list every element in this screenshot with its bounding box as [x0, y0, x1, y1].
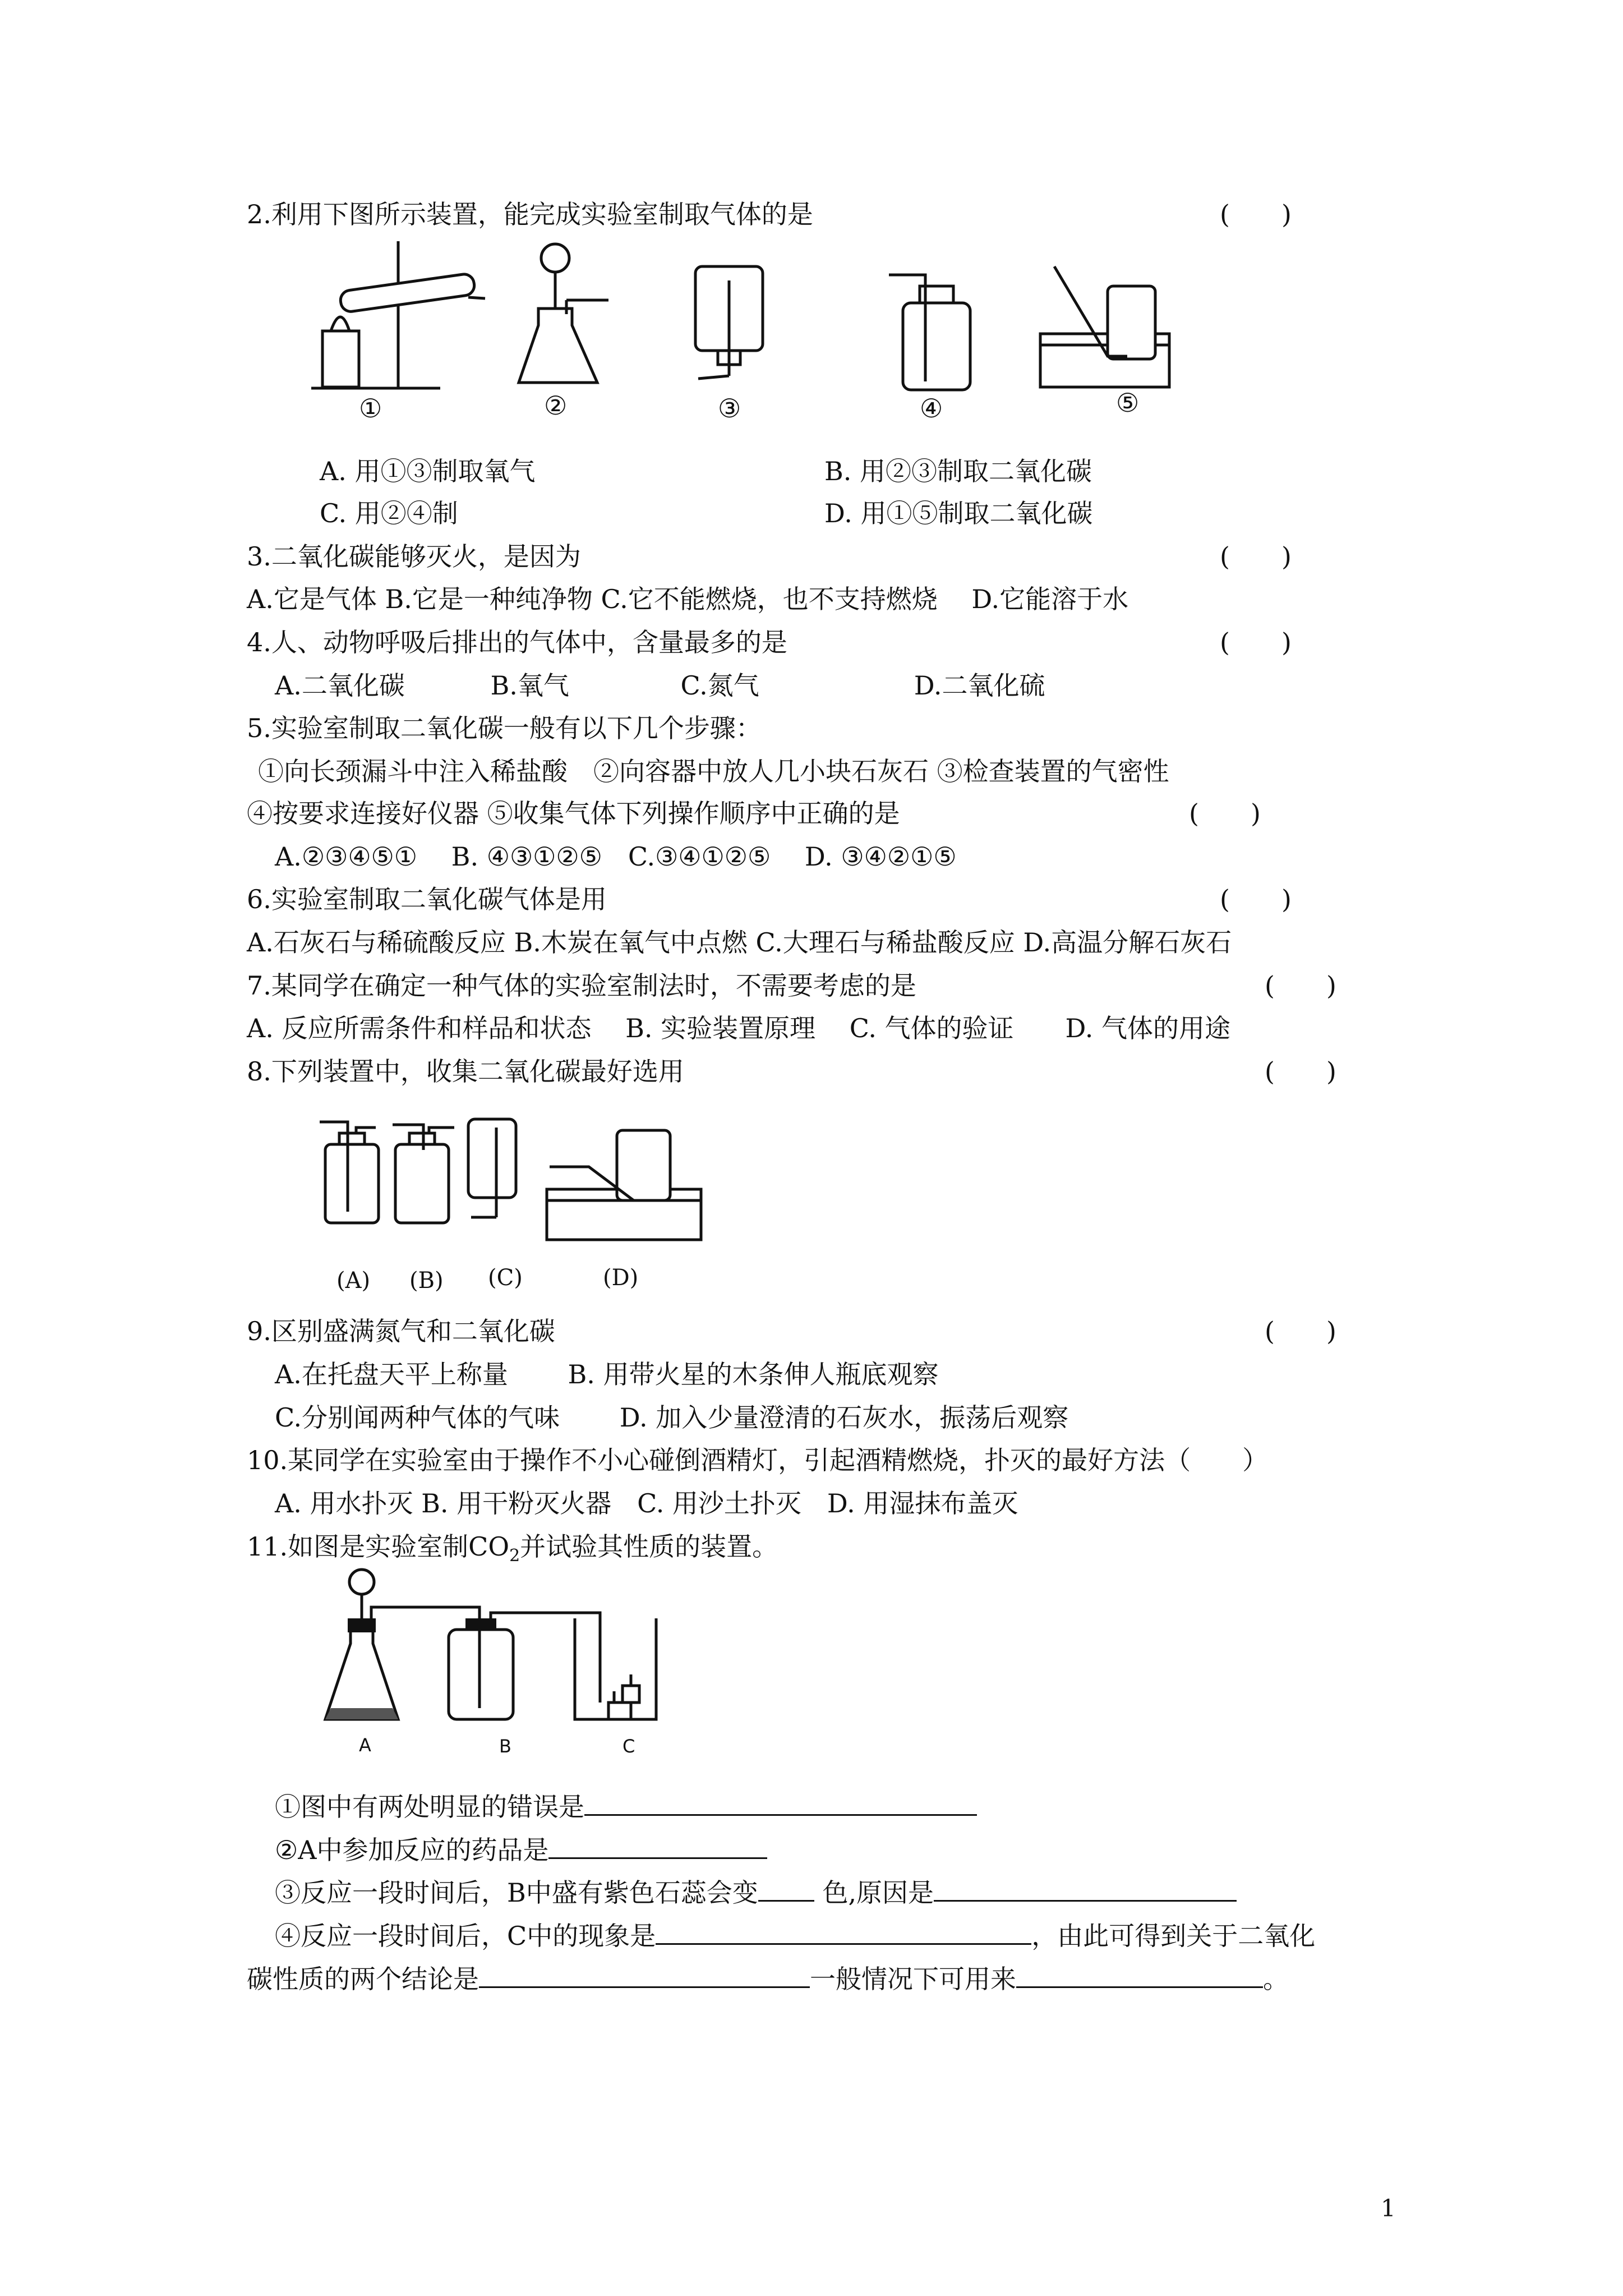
- q11-sub-2: ②A中参加反应的药品是: [275, 1833, 767, 1867]
- q2-fig-label-3: ③: [718, 393, 741, 424]
- q11-blank-phenomenon[interactable]: [656, 1918, 1031, 1945]
- q6-stem: 6.实验室制取二氧化碳气体是用: [247, 884, 607, 914]
- q5-steps-line1: ①向长颈漏斗中注入稀盐酸 ②向容器中放人几小块石灰石 ③检查装置的气密性: [258, 756, 1169, 786]
- q8-fig-label-d: (D): [603, 1265, 639, 1291]
- apparatus-4-gas-bottle: [889, 275, 970, 390]
- q10-options: A. 用水扑灭 B. 用干粉灭火器 C. 用沙土扑灭 D. 用湿抹布盖灭: [275, 1488, 1018, 1519]
- q5-options: A.②③④⑤① B. ④③①②⑤ C.③④①②⑤ D. ③④②①⑤: [275, 841, 957, 872]
- q8-device-b: [393, 1125, 454, 1223]
- apparatus-5-water-trough: [1040, 266, 1169, 387]
- q8-stem: 8.下列装置中，收集二氧化碳最好选用: [247, 1056, 684, 1087]
- q5-steps-line2: ④按要求连接好仪器 ⑤收集气体下列操作顺序中正确的是: [247, 798, 900, 829]
- q8-answer-paren: ( ): [1265, 1056, 1336, 1087]
- q11-bottle-b: [449, 1613, 600, 1719]
- q2-fig-label-1: ①: [359, 393, 382, 424]
- q11-apparatus-figure: [320, 1565, 712, 1736]
- q8-device-a: [320, 1122, 379, 1223]
- q11-blank-reagents[interactable]: [548, 1833, 767, 1859]
- q8-device-d: [547, 1130, 701, 1240]
- q2-fig-label-2: ②: [544, 390, 568, 421]
- q11-tube-a-to-b: [371, 1607, 479, 1621]
- q11-blank-conclusions[interactable]: [479, 1962, 810, 1988]
- q10-stem: 10.某同学在实验室由于操作不小心碰倒酒精灯，引起酒精燃烧，扑灭的最好方法（ ）: [247, 1445, 1269, 1475]
- q9-options-1: A.在托盘天平上称量 B. 用带火星的木条伸人瓶底观察: [275, 1359, 939, 1389]
- q8-fig-label-a: (A): [336, 1268, 371, 1294]
- apparatus-3-inverted-bottle: [695, 266, 763, 379]
- q11-fig-label-c: C: [623, 1736, 635, 1757]
- q2-option-b: B. 用②③制取二氧化碳: [824, 456, 1092, 486]
- q6-options: A.石灰石与稀硫酸反应 B.木炭在氧气中点燃 C.大理石与稀盐酸反应 D.高温分解石灰石: [247, 927, 1232, 958]
- q2-answer-paren: ( ): [1220, 199, 1292, 229]
- q5-stem: 5.实验室制取二氧化碳一般有以下几个步骤：: [247, 713, 762, 743]
- q3-answer-paren: ( ): [1220, 541, 1292, 572]
- q4-answer-paren: ( ): [1220, 627, 1292, 657]
- q8-fig-label-b: (B): [409, 1268, 444, 1294]
- q8-device-c: [468, 1119, 516, 1217]
- q7-stem: 7.某同学在确定一种气体的实验室制法时，不需要考虑的是: [247, 970, 916, 1001]
- q11-beaker-c: [575, 1618, 656, 1719]
- q2-fig-label-4: ④: [920, 393, 943, 424]
- q6-answer-paren: ( ): [1220, 884, 1292, 914]
- apparatus-1-heating-stand: [311, 241, 485, 388]
- q11-blank-use[interactable]: [1016, 1962, 1263, 1988]
- q9-answer-paren: ( ): [1265, 1316, 1336, 1346]
- q2-option-c: C. 用②④制: [320, 498, 458, 528]
- q2-stem: 2.利用下图所示装置，能完成实验室制取气体的是: [247, 199, 813, 229]
- q11-fig-label-b: B: [499, 1736, 511, 1757]
- q11-stem: 11.如图是实验室制$CO_2$并试验其性质的装置。: [247, 1531, 778, 1566]
- q3-stem: 3.二氧化碳能够灭火，是因为: [247, 541, 581, 572]
- q2-fig-label-5: ⑤: [1116, 388, 1140, 418]
- q4-options: A.二氧化碳 B.氧气 C.氮气 D.二氧化硫: [275, 670, 1045, 701]
- q2-option-a: A. 用①③制取氧气: [320, 456, 536, 486]
- q11-sub-3: ③反应一段时间后，B中盛有紫色石蕊会变 色,原因是: [275, 1875, 1237, 1910]
- q5-answer-paren: ( ): [1189, 798, 1261, 829]
- q7-answer-paren: ( ): [1265, 970, 1336, 1001]
- q11-sub-5: 碳性质的两个结论是 一般情况下可用来 。: [247, 1962, 1289, 1996]
- q11-sub-4: ④反应一段时间后，C中的现象是 ，由此可得到关于二氧化: [275, 1918, 1315, 1953]
- q9-options-2: C.分别闻两种气体的气味 D. 加入少量澄清的石灰水，振荡后观察: [275, 1402, 1069, 1433]
- q7-options: A. 反应所需条件和样品和状态 B. 实验装置原理 C. 气体的验证 D. 气体的用途: [247, 1013, 1231, 1043]
- page-number: 1: [1381, 2194, 1396, 2222]
- q9-stem: 9.区别盛满氮气和二氧化碳: [247, 1316, 555, 1346]
- q3-options: A.它是气体 B.它是一种纯净物 C.它不能燃烧，也不支持燃烧 D.它能溶于水: [247, 584, 1129, 614]
- q8-fig-label-c: (C): [488, 1265, 523, 1291]
- q11-sub-1: ①图中有两处明显的错误是: [275, 1789, 977, 1824]
- q2-option-d: D. 用①⑤制取二氧化碳: [824, 498, 1093, 528]
- q2-apparatus-figure: [311, 236, 1209, 440]
- q11-flask-a: [325, 1570, 398, 1719]
- q11-blank-errors[interactable]: [584, 1789, 977, 1816]
- apparatus-2-flask: [519, 244, 608, 383]
- q11-blank-reason[interactable]: [934, 1875, 1237, 1902]
- q4-stem: 4.人、动物呼吸后排出的气体中，含量最多的是: [247, 627, 787, 657]
- q11-fig-label-a: A: [359, 1734, 371, 1756]
- q11-blank-color[interactable]: [758, 1875, 814, 1902]
- q8-collection-figure: [320, 1116, 701, 1248]
